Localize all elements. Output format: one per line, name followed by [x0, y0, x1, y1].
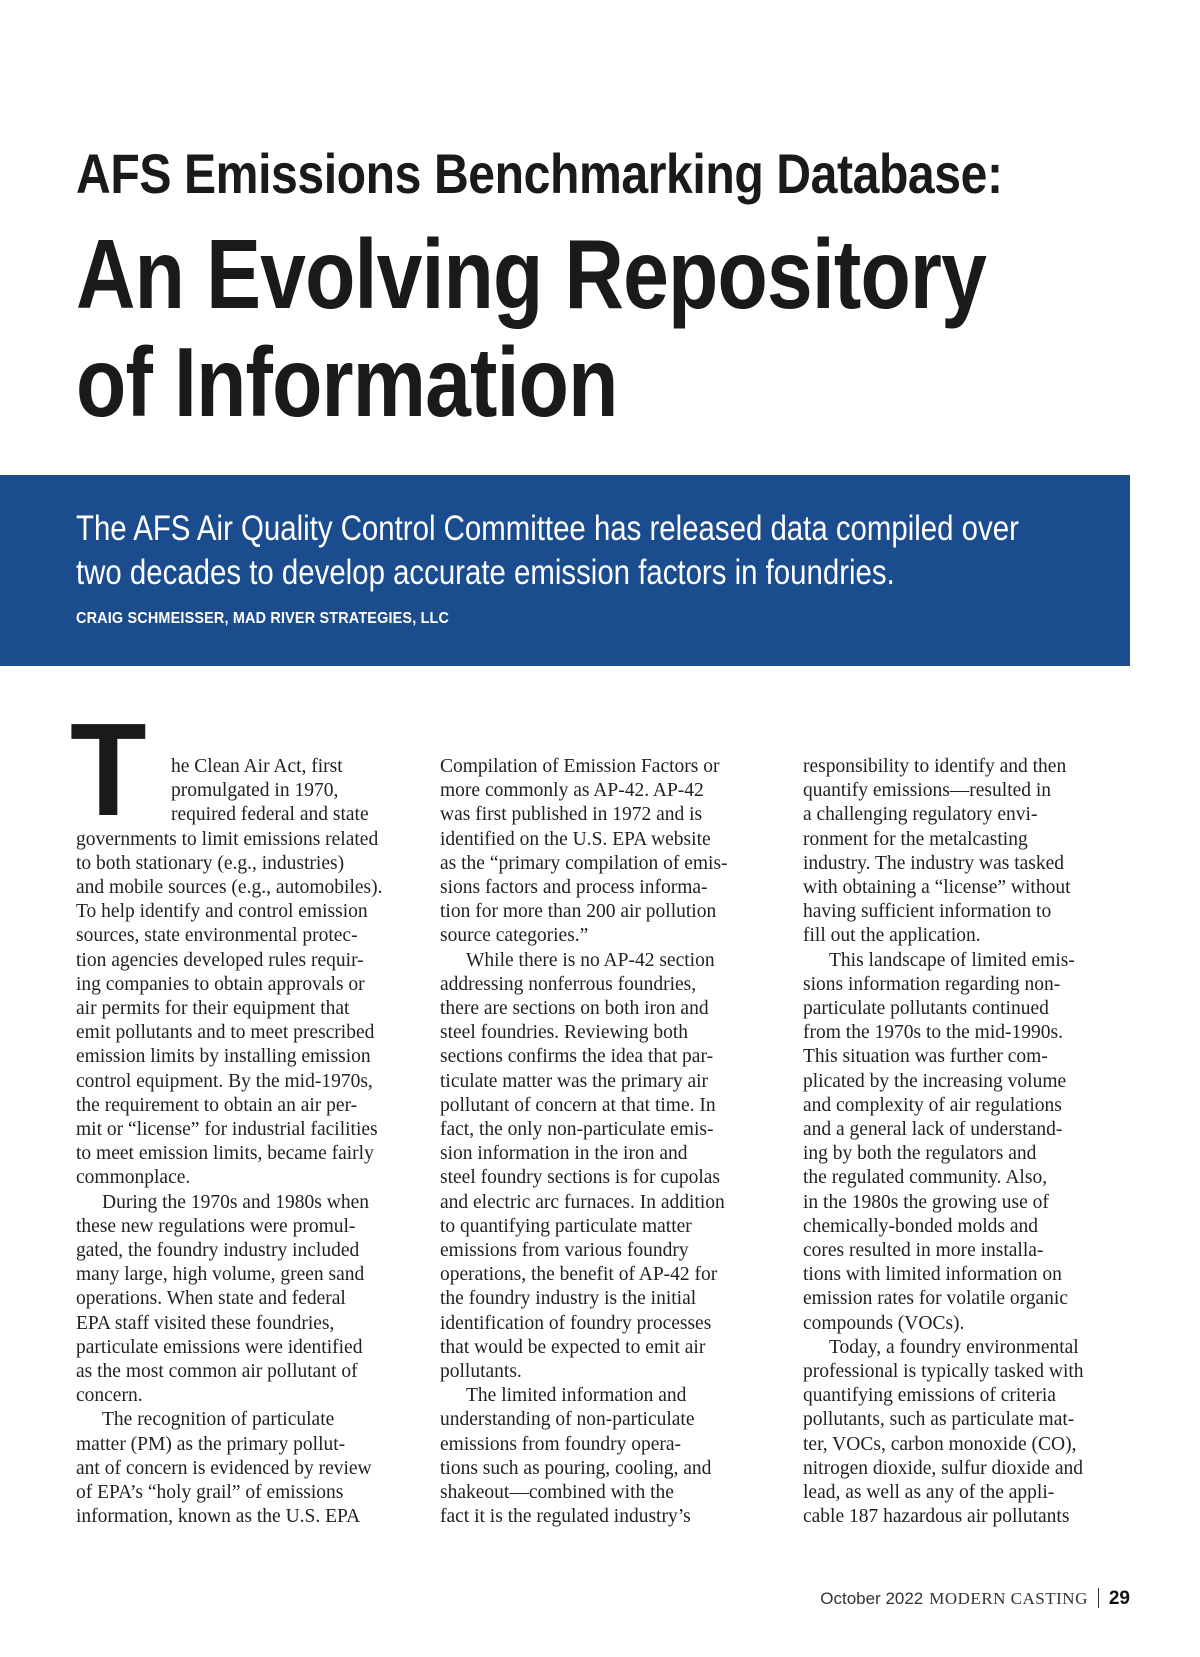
- body-text-line: tion for more than 200 air pollution: [440, 901, 717, 923]
- body-text-line: operations, the benefit of AP-42 for: [440, 1264, 718, 1286]
- body-text-line: commonplace.: [76, 1167, 191, 1189]
- body-text-line: professional is typically tasked with: [803, 1361, 1084, 1383]
- body-text-line: control equipment. By the mid-1970s,: [76, 1070, 373, 1092]
- body-text-line: the requirement to obtain an air per-: [76, 1094, 358, 1116]
- body-text-line: EPA staff visited these foundries,: [76, 1312, 335, 1334]
- body-text-line: concern.: [76, 1385, 143, 1407]
- body-text-line: tions with limited information on: [803, 1264, 1062, 1286]
- body-text-line: Compilation of Emission Factors or: [440, 756, 720, 777]
- body-text-line: While there is no AP-42 section: [466, 949, 715, 971]
- body-text-line: ticulate matter was the primary air: [440, 1070, 709, 1092]
- body-text-line: emissions from foundry opera-: [440, 1433, 681, 1455]
- body-text-line: understanding of non-particulate: [440, 1409, 695, 1431]
- body-text-line: with obtaining a “license” without: [803, 877, 1071, 899]
- body-text-line: emission rates for volatile organic: [803, 1288, 1068, 1310]
- body-text-line: identification of foundry processes: [440, 1312, 712, 1334]
- body-text-line: sions factors and process informa-: [440, 877, 708, 899]
- body-text-line: compounds (VOCs).: [803, 1312, 965, 1334]
- body-column-2: [440, 755, 770, 1530]
- body-text-line: was first published in 1972 and is: [440, 804, 703, 826]
- body-text-line: required federal and state: [171, 804, 369, 826]
- body-text-line: During the 1970s and 1980s when: [102, 1191, 370, 1213]
- footer-magazine: MODERN CASTING: [929, 1589, 1088, 1608]
- body-text-line: in the 1980s the growing use of: [803, 1191, 1049, 1213]
- body-text-line: ing companies to obtain approvals or: [76, 973, 365, 995]
- body-text-line: pollutant of concern at that time. In: [440, 1094, 716, 1116]
- body-text-line: and mobile sources (e.g., automobiles).: [76, 877, 383, 899]
- body-text-line: having sufficient information to: [803, 901, 1052, 923]
- body-text-line: from the 1970s to the mid-1990s.: [803, 1022, 1063, 1044]
- body-text-line: source categories.”: [440, 925, 589, 947]
- body-text-line: more commonly as AP-42. AP-42: [440, 780, 704, 802]
- body-text-line: nitrogen dioxide, sulfur dioxide and: [803, 1457, 1083, 1479]
- body-text-line: the foundry industry is the initial: [440, 1288, 697, 1310]
- body-text-line: quantify emissions—resulted in: [803, 780, 1052, 802]
- drop-cap: T: [70, 696, 147, 843]
- body-text-line: emit pollutants and to meet prescribed: [76, 1022, 375, 1044]
- body-text-line: The recognition of particulate: [102, 1409, 335, 1431]
- body-text-line: particulate pollutants continued: [803, 998, 1049, 1020]
- body-text-line: This landscape of limited emis-: [829, 949, 1075, 971]
- body-text-line: to quantifying particulate matter: [440, 1215, 692, 1237]
- body-text-line: to both stationary (e.g., industries): [76, 852, 345, 874]
- body-text-line: governments to limit emissions related: [76, 828, 379, 850]
- body-text-line: and complexity of air regulations: [803, 1094, 1062, 1116]
- body-text-line: identified on the U.S. EPA website: [440, 828, 711, 850]
- body-text-line: tions such as pouring, cooling, and: [440, 1457, 712, 1479]
- article-kicker: AFS Emissions Benchmarking Database:: [76, 142, 1003, 205]
- article-byline: CRAIG SCHMEISSER, MAD RIVER STRATEGIES, LLC: [76, 610, 450, 627]
- body-text-line: lead, as well as any of the appli-: [803, 1482, 1055, 1504]
- body-text-line: addressing nonferrous foundries,: [440, 973, 697, 995]
- body-text-line: he Clean Air Act, first: [171, 756, 343, 777]
- body-text-line: these new regulations were promul-: [76, 1215, 356, 1237]
- body-text-line: as the “primary compilation of emis-: [440, 852, 728, 874]
- body-text-line: The limited information and: [466, 1385, 687, 1407]
- body-text-line: quantifying emissions of criteria: [803, 1385, 1056, 1407]
- body-text-line: information, known as the U.S. EPA: [76, 1506, 361, 1528]
- body-text-line: industry. The industry was tasked: [803, 852, 1065, 874]
- body-text-line: to meet emission limits, became fairly: [76, 1143, 374, 1165]
- body-text-line: emission limits by installing emission: [76, 1046, 371, 1068]
- body-text-line: particulate emissions were identified: [76, 1336, 363, 1358]
- body-text-line: emissions from various foundry: [440, 1240, 689, 1262]
- body-text-line: pollutants.: [440, 1361, 522, 1383]
- deck-line-2: two decades to develop accurate emission factors in foundries.: [76, 553, 895, 592]
- body-text-line: plicated by the increasing volume: [803, 1070, 1067, 1092]
- body-text-line: ronment for the metalcasting: [803, 828, 1028, 850]
- body-text-line: promulgated in 1970,: [171, 780, 339, 802]
- article-headline: [76, 220, 1084, 436]
- body-text-line: mit or “license” for industrial facilities: [76, 1119, 378, 1141]
- body-text-line: steel foundry sections is for cupolas: [440, 1167, 720, 1189]
- footer-separator: [1098, 1588, 1099, 1608]
- body-text-line: tion agencies developed rules requir-: [76, 949, 364, 971]
- body-text-line: and a general lack of understand-: [803, 1119, 1063, 1141]
- headline-line-2: of Information: [76, 327, 618, 437]
- body-text-line: sion information in the iron and: [440, 1143, 688, 1165]
- body-text-line: To help identify and control emission: [76, 901, 368, 923]
- body-text-line: the regulated community. Also,: [803, 1167, 1048, 1189]
- body-text-line: as the most common air pollutant of: [76, 1361, 358, 1383]
- body-text-line: cable 187 hazardous air pollutants: [803, 1506, 1070, 1528]
- body-text-line: sources, state environmental protec-: [76, 925, 358, 947]
- body-text-line: ant of concern is evidenced by review: [76, 1457, 372, 1479]
- page-footer: [820, 1586, 1130, 1612]
- body-text-line: operations. When state and federal: [76, 1288, 346, 1310]
- body-text-line: of EPA’s “holy grail” of emissions: [76, 1482, 344, 1504]
- body-text-line: sions information regarding non-: [803, 973, 1061, 995]
- body-text-line: and electric arc furnaces. In addition: [440, 1191, 725, 1213]
- body-text-line: gated, the foundry industry included: [76, 1240, 360, 1262]
- body-text-line: responsibility to identify and then: [803, 756, 1067, 777]
- body-text-line: that would be expected to emit air: [440, 1336, 706, 1358]
- article-deck: [76, 507, 1084, 595]
- headline-line-1: An Evolving Repository: [76, 219, 987, 329]
- body-text-line: ter, VOCs, carbon monoxide (CO),: [803, 1433, 1077, 1455]
- body-text-line: air permits for their equipment that: [76, 998, 350, 1020]
- body-text-line: sections confirms the idea that par-: [440, 1046, 714, 1068]
- body-column-1: [76, 755, 406, 1530]
- body-text-line: shakeout—combined with the: [440, 1482, 674, 1504]
- body-text-line: ing by both the regulators and: [803, 1143, 1037, 1165]
- body-text-line: matter (PM) as the primary pollut-: [76, 1433, 346, 1455]
- body-text-line: Today, a foundry environmental: [829, 1336, 1079, 1358]
- deck-line-1: The AFS Air Quality Control Committee has released data compiled over: [76, 509, 1019, 548]
- body-text-line: many large, high volume, green sand: [76, 1264, 365, 1286]
- body-text-line: there are sections on both iron and: [440, 998, 709, 1020]
- body-text-line: a challenging regulatory envi-: [803, 804, 1038, 826]
- body-text-line: chemically-bonded molds and: [803, 1215, 1039, 1237]
- footer-date: October 2022: [820, 1589, 924, 1608]
- body-text-line: fact it is the regulated industry’s: [440, 1506, 691, 1528]
- body-column-3: [803, 755, 1133, 1530]
- body-text-line: fact, the only non-particulate emis-: [440, 1119, 714, 1141]
- body-text-line: fill out the application.: [803, 925, 981, 947]
- body-text-line: steel foundries. Reviewing both: [440, 1022, 689, 1044]
- body-text-line: This situation was further com-: [803, 1046, 1048, 1068]
- page-number: 29: [1108, 1588, 1130, 1609]
- body-text-line: pollutants, such as particulate mat-: [803, 1409, 1075, 1431]
- body-text-line: cores resulted in more installa-: [803, 1240, 1044, 1262]
